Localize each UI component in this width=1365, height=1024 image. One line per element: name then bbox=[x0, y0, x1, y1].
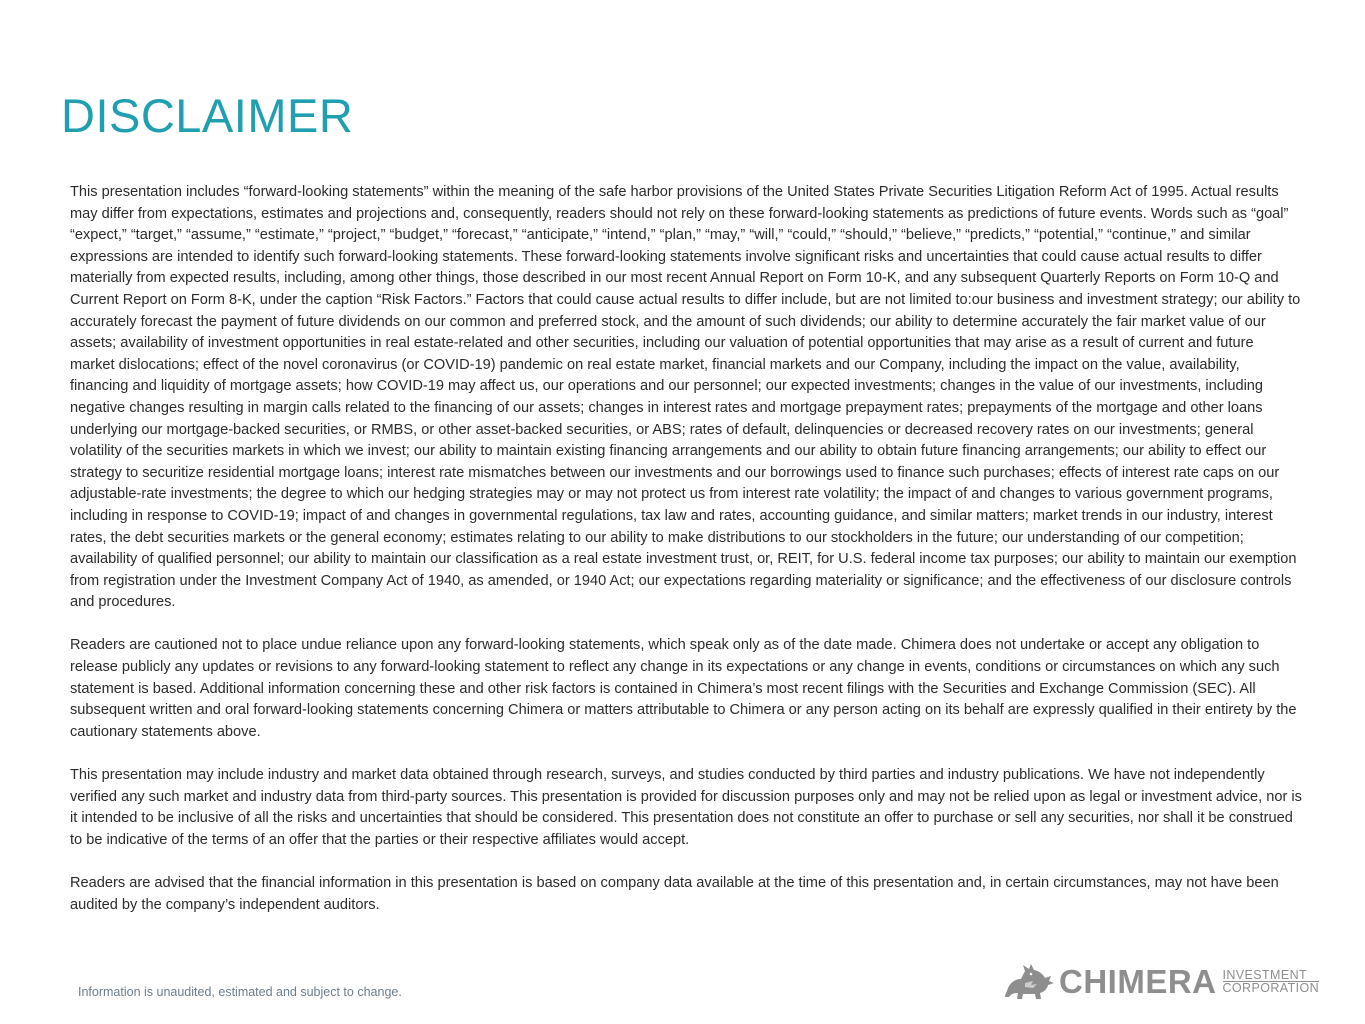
chimera-creature-icon bbox=[1003, 961, 1055, 1001]
logo-subtitle bbox=[1223, 969, 1320, 994]
disclaimer-paragraph-financial-info: Readers are advised that the financial information in this presentation is based on company data available at the time of this presentation and, in certain circumstances, may not have been audited by the company’s independent auditors. bbox=[70, 875, 1279, 913]
footnote: Information is unaudited, estimated and subject to change. bbox=[78, 985, 402, 999]
company-logo bbox=[1003, 960, 1343, 1002]
logo-subtitle-line1: INVESTMENT bbox=[1223, 969, 1320, 982]
disclaimer-paragraph-reliance: Readers are cautioned not to place undue reliance upon any forward-looking statements, which speak only as of the date made. Chimera does not undertake or accept any obligation to release publicly any updates or revisions to any forward-looking statement to reflect any change in its expectations or any change in events, conditions or circumstances on which any such statement is based. Additional information concerning these and other risk factors is contained in Chimera’s most recent filings with the Securities and Exchange Commission (SEC). All subsequent written and oral forward-looking statements concerning Chimera or matters attributable to Chimera or any person acting on its behalf are expressly qualified in their entirety by the cautionary statements above. bbox=[70, 637, 1297, 740]
logo-subtitle-line2: CORPORATION bbox=[1222, 980, 1320, 995]
disclaimer-body bbox=[70, 182, 1302, 938]
page-title: DISCLAIMER bbox=[61, 89, 354, 142]
logo-wordmark: CHIMERA bbox=[1059, 962, 1217, 1000]
disclaimer-paragraph-forward-looking: This presentation includes “forward-looking statements” within the meaning of the safe harbor provisions of the United States Private Securities Litigation Reform Act of 1995. Actual results may differ from expectations, estimates and projections and, consequently, readers should not rely on these forward-looking statements as predictions of future events. Words such as “goal” “expect,” “target,” “assume,” “estimate,” “project,” “budget,” “forecast,” “anticipate,” “intend,” “plan,” “may,” “will,” “could,” “should,” “believe,” “predicts,” “potential,” “continue,” and similar expressions are intended to identify such forward-looking statements. These forward-looking statements involve significant risks and uncertainties that could cause actual results to differ materially from expected results, including, among other things, those described in our most recent Annual Report on Form 10-K, and any subsequent Quarterly Reports on Form 10-Q and Current Report on Form 8-K, under the caption “Risk Factors.” Factors that could cause actual results to differ include, but are not limited to:our business and investment strategy; our ability to accurately forecast the payment of future dividends on our common and preferred stock, and the amount of such dividends; our ability to determine accurately the fair market value of our assets; availability of investment opportunities in real estate-related and other securities, including our valuation of potential opportunities that may arise as a result of current and future market dislocations; effect of the novel coronavirus (or COVID-19) pandemic on real estate market, financial markets and our Company, including the impact on the value, availability, financing and liquidity of mortgage assets; how COVID-19 may affect us, our operations and our personnel; our expected investments; changes in the value of our investments, including negative changes resulting in margin calls related to the financing of our assets; changes in interest rates and mortgage prepayment rates; prepayments of the mortgage and other loans underlying our mortgage-backed securities, or RMBS, or other asset-backed securities, or ABS; rates of default, delinquencies or decreased recovery rates on our investments; general volatility of the securities markets in which we invest; our ability to maintain existing financing arrangements and our ability to obtain future financing arrangements; our ability to effect our strategy to securitize residential mortgage loans; interest rate mismatches between our investments and our borrowings used to finance such purchases; effects of interest rate caps on our adjustable-rate investments; the degree to which our hedging strategies may or may not protect us from interest rate volatility; the impact of and changes to various government programs, including in response to COVID-19; impact of and changes in governmental regulations, tax law and rates, accounting guidance, and similar matters; market trends in our industry, interest rates, the debt securities markets or the general economy; estimates relating to our ability to make distributions to our stockholders in the future; our understanding of our competition; availability of qualified personnel; our ability to maintain our classification as a real estate investment trust, or, REIT, for U.S. federal income tax purposes; our ability to maintain our exemption from registration under the Investment Company Act of 1940, as amended, or 1940 Act; our expectations regarding materiality or significance; and the effectiveness of our disclosure controls and procedures. bbox=[70, 184, 1301, 611]
disclaimer-paragraph-market-data: This presentation may include industry and market data obtained through research, surveys, and studies conducted by third parties and industry publications. We have not independently verified any such market and industry data from third-party sources. This presentation is provided for discussion purposes only and may not be relied upon as legal or investment advice, nor is it intended to be inclusive of all the risks and uncertainties that should be considered. This presentation does not constitute an offer to purchase or sell any securities, nor shall it be construed to be indicative of the terms of an offer that the parties or their respective affiliates would accept. bbox=[70, 767, 1302, 848]
